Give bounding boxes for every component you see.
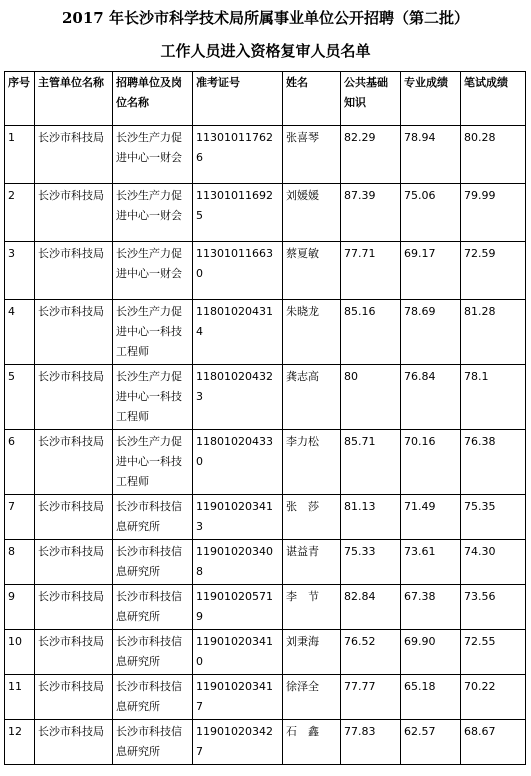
supervisor-unit-cell: 长沙市科技局 <box>35 540 113 585</box>
table-row <box>5 720 526 765</box>
candidate-name-cell: 刘媛媛 <box>283 184 341 242</box>
row-index-cell: 3 <box>5 242 35 300</box>
table-row <box>5 585 526 630</box>
supervisor-unit-cell: 长沙市科技局 <box>35 242 113 300</box>
header-cell: 序号 <box>5 72 35 126</box>
supervisor-unit-cell: 长沙市科技局 <box>35 585 113 630</box>
table-body <box>5 126 526 765</box>
written-score-cell: 80.28 <box>461 126 526 184</box>
recruiting-unit-cell: 长沙生产力促进中心一财会 <box>113 184 193 242</box>
supervisor-unit-cell: 长沙市科技局 <box>35 126 113 184</box>
row-index-cell: 1 <box>5 126 35 184</box>
header-cell: 招聘单位及岗位名称 <box>113 72 193 126</box>
recruiting-unit-cell: 长沙市科技信息研究所 <box>113 720 193 765</box>
professional-score-cell: 65.18 <box>401 675 461 720</box>
row-index-cell: 8 <box>5 540 35 585</box>
row-index-cell: 9 <box>5 585 35 630</box>
exam-number-cell: 119010203417 <box>193 675 283 720</box>
exam-number-cell: 118010204323 <box>193 365 283 430</box>
table-row <box>5 365 526 430</box>
header-cell: 公共基础知识 <box>341 72 401 126</box>
table-row <box>5 300 526 365</box>
header-cell: 准考证号 <box>193 72 283 126</box>
supervisor-unit-cell: 长沙市科技局 <box>35 184 113 242</box>
professional-score-cell: 69.17 <box>401 242 461 300</box>
professional-score-cell: 78.69 <box>401 300 461 365</box>
public-knowledge-score-cell: 85.16 <box>341 300 401 365</box>
supervisor-unit-cell: 长沙市科技局 <box>35 300 113 365</box>
written-score-cell: 72.55 <box>461 630 526 675</box>
written-score-cell: 78.1 <box>461 365 526 430</box>
public-knowledge-score-cell: 76.52 <box>341 630 401 675</box>
professional-score-cell: 73.61 <box>401 540 461 585</box>
written-score-cell: 73.56 <box>461 585 526 630</box>
recruiting-unit-cell: 长沙生产力促进中心一财会 <box>113 242 193 300</box>
candidate-name-cell: 谌益青 <box>283 540 341 585</box>
candidate-name-cell: 张喜琴 <box>283 126 341 184</box>
professional-score-cell: 62.57 <box>401 720 461 765</box>
recruiting-unit-cell: 长沙生产力促进中心一财会 <box>113 126 193 184</box>
exam-number-cell: 119010203408 <box>193 540 283 585</box>
public-knowledge-score-cell: 80 <box>341 365 401 430</box>
exam-number-cell: 113010116630 <box>193 242 283 300</box>
table-row <box>5 126 526 184</box>
public-knowledge-score-cell: 77.77 <box>341 675 401 720</box>
exam-number-cell: 119010205719 <box>193 585 283 630</box>
candidate-name-cell: 龚志高 <box>283 365 341 430</box>
candidate-name-cell: 朱晓龙 <box>283 300 341 365</box>
public-knowledge-score-cell: 81.13 <box>341 495 401 540</box>
recruiting-unit-cell: 长沙市科技信息研究所 <box>113 540 193 585</box>
supervisor-unit-cell: 长沙市科技局 <box>35 675 113 720</box>
recruiting-unit-cell: 长沙市科技信息研究所 <box>113 630 193 675</box>
exam-number-cell: 119010203413 <box>193 495 283 540</box>
written-score-cell: 79.99 <box>461 184 526 242</box>
candidate-table <box>4 71 526 765</box>
row-index-cell: 7 <box>5 495 35 540</box>
supervisor-unit-cell: 长沙市科技局 <box>35 630 113 675</box>
row-index-cell: 12 <box>5 720 35 765</box>
supervisor-unit-cell: 长沙市科技局 <box>35 365 113 430</box>
professional-score-cell: 75.06 <box>401 184 461 242</box>
recruiting-unit-cell: 长沙市科技信息研究所 <box>113 675 193 720</box>
exam-number-cell: 113010117626 <box>193 126 283 184</box>
candidate-name-cell: 蔡夏敏 <box>283 242 341 300</box>
recruiting-unit-cell: 长沙生产力促进中心一科技工程师 <box>113 300 193 365</box>
written-score-cell: 76.38 <box>461 430 526 495</box>
table-row <box>5 540 526 585</box>
public-knowledge-score-cell: 82.84 <box>341 585 401 630</box>
exam-number-cell: 113010116925 <box>193 184 283 242</box>
candidate-name-cell: 李 节 <box>283 585 341 630</box>
header-cell: 笔试成绩 <box>461 72 526 126</box>
written-score-cell: 81.28 <box>461 300 526 365</box>
candidate-name-cell: 张 莎 <box>283 495 341 540</box>
recruiting-unit-cell: 长沙市科技信息研究所 <box>113 495 193 540</box>
table-header-row <box>5 72 526 126</box>
written-score-cell: 68.67 <box>461 720 526 765</box>
header-cell: 姓名 <box>283 72 341 126</box>
table-row <box>5 184 526 242</box>
professional-score-cell: 69.90 <box>401 630 461 675</box>
table-row <box>5 630 526 675</box>
public-knowledge-score-cell: 82.29 <box>341 126 401 184</box>
row-index-cell: 6 <box>5 430 35 495</box>
professional-score-cell: 76.84 <box>401 365 461 430</box>
header-cell: 主管单位名称 <box>35 72 113 126</box>
supervisor-unit-cell: 长沙市科技局 <box>35 495 113 540</box>
supervisor-unit-cell: 长沙市科技局 <box>35 720 113 765</box>
row-index-cell: 4 <box>5 300 35 365</box>
written-score-cell: 74.30 <box>461 540 526 585</box>
row-index-cell: 5 <box>5 365 35 430</box>
table-row <box>5 242 526 300</box>
public-knowledge-score-cell: 77.71 <box>341 242 401 300</box>
recruiting-unit-cell: 长沙生产力促进中心一科技工程师 <box>113 430 193 495</box>
document-title-line2: 工作人员进入资格复审人员名单 <box>160 42 371 60</box>
exam-number-cell: 118010204314 <box>193 300 283 365</box>
professional-score-cell: 67.38 <box>401 585 461 630</box>
table-row <box>5 675 526 720</box>
candidate-name-cell: 李力松 <box>283 430 341 495</box>
header-cell: 专业成绩 <box>401 72 461 126</box>
written-score-cell: 72.59 <box>461 242 526 300</box>
professional-score-cell: 78.94 <box>401 126 461 184</box>
written-score-cell: 75.35 <box>461 495 526 540</box>
public-knowledge-score-cell: 85.71 <box>341 430 401 495</box>
exam-number-cell: 118010204330 <box>193 430 283 495</box>
professional-score-cell: 70.16 <box>401 430 461 495</box>
professional-score-cell: 71.49 <box>401 495 461 540</box>
recruiting-unit-cell: 长沙生产力促进中心一科技工程师 <box>113 365 193 430</box>
document-title-line1: 2017 年长沙市科学技术局所属事业单位公开招聘（第二批） <box>62 9 469 27</box>
supervisor-unit-cell: 长沙市科技局 <box>35 430 113 495</box>
row-index-cell: 2 <box>5 184 35 242</box>
public-knowledge-score-cell: 87.39 <box>341 184 401 242</box>
candidate-name-cell: 刘秉海 <box>283 630 341 675</box>
written-score-cell: 70.22 <box>461 675 526 720</box>
recruiting-unit-cell: 长沙市科技信息研究所 <box>113 585 193 630</box>
table-row <box>5 495 526 540</box>
public-knowledge-score-cell: 77.83 <box>341 720 401 765</box>
row-index-cell: 11 <box>5 675 35 720</box>
exam-number-cell: 119010203427 <box>193 720 283 765</box>
candidate-name-cell: 徐泽全 <box>283 675 341 720</box>
table-row <box>5 430 526 495</box>
public-knowledge-score-cell: 75.33 <box>341 540 401 585</box>
row-index-cell: 10 <box>5 630 35 675</box>
exam-number-cell: 119010203410 <box>193 630 283 675</box>
candidate-name-cell: 石 鑫 <box>283 720 341 765</box>
